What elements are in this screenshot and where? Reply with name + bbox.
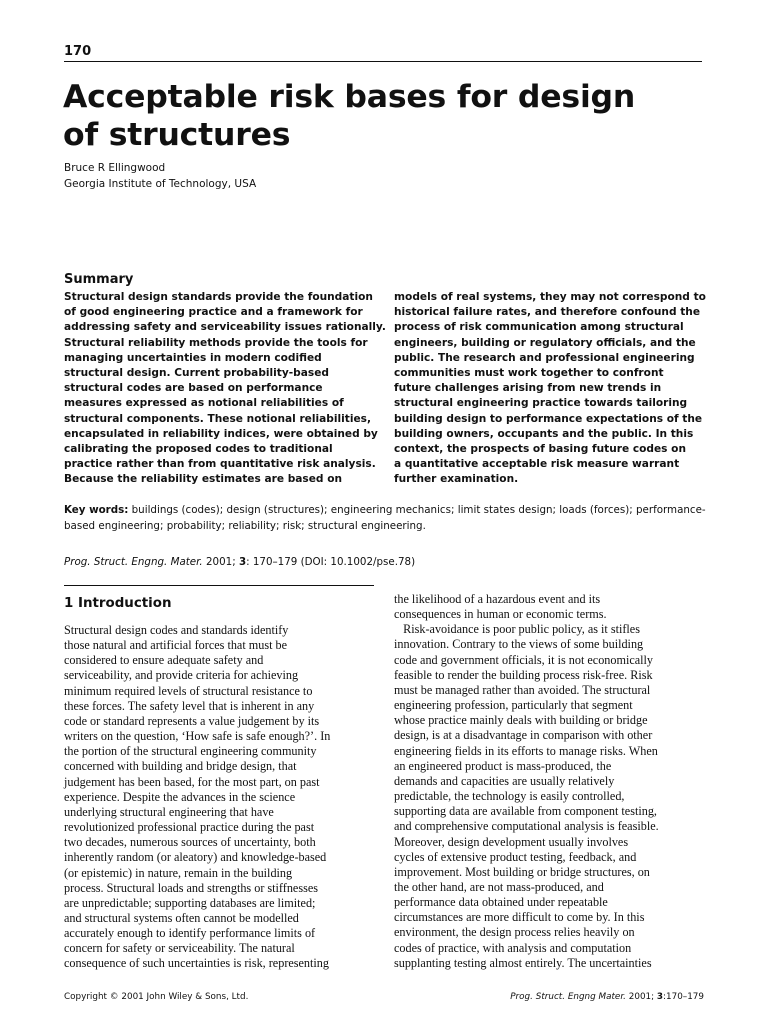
body-text-line: Structural design codes and standards identify — [64, 623, 289, 637]
summary-text-line: context, the prospects of basing future codes on — [394, 443, 686, 456]
summary-text-line: public. The research and professional engineering — [394, 351, 695, 364]
summary-right-column — [394, 290, 706, 488]
title-line-2: of structures — [63, 117, 291, 153]
summary-text-line: further examination. — [394, 473, 519, 486]
body-text-line: codes of practice, with analysis and computation — [394, 940, 632, 955]
body-text-line: considered to ensure adequate safety and — [64, 653, 264, 668]
body-text-line: and structural systems often cannot be modelled — [64, 910, 299, 925]
summary-text-line: a quantitative acceptable risk measure warrant — [394, 458, 680, 471]
summary-text-line: engineers, building or regulatory officials, and the — [394, 336, 696, 349]
body-text-line: concern for safety or serviceability. The natural — [64, 941, 295, 956]
body-text-line: revolutionized professional practice during the past — [64, 820, 315, 835]
body-text-line: must be managed rather than avoided. The structural — [394, 682, 651, 697]
body-text-line: two decades, numerous sources of uncertainty, both — [64, 835, 316, 850]
summary-text-line: process of risk communication among structural — [394, 321, 684, 334]
summary-text-line: communities must work together to confront — [394, 367, 664, 380]
summary-text-line: building owners, occupants and the public. In this — [394, 427, 694, 440]
body-text-line: supplanting testing almost entirely. The uncertainties — [394, 955, 652, 970]
author-affiliation: Georgia Institute of Technology, USA — [64, 178, 257, 190]
author-name: Bruce R Ellingwood — [64, 162, 166, 174]
author-block — [64, 160, 256, 192]
introduction-left-column — [64, 623, 376, 972]
body-text-line: an engineered product is mass-produced, the — [394, 758, 612, 773]
body-text-line: design, is at a disadvantage in comparison with other — [394, 728, 653, 743]
body-text-line: cycles of extensive product testing, feedback, and — [394, 849, 637, 864]
body-text-line: accurately enough to identify performance limits of — [64, 926, 316, 941]
keywords-line-2: based engineering; probability; reliability; risk; structural engineering. — [64, 520, 426, 532]
body-text-line: Risk-avoidance is poor public policy, as it stifles — [394, 622, 640, 637]
body-text-line: Moreover, design development usually involves — [394, 834, 629, 849]
body-text-line: innovation. Contrary to the views of some building — [394, 637, 644, 652]
summary-text-line: calibrating the proposed codes to traditional — [64, 443, 333, 456]
body-text-line: environment, the design process relies heavily on — [394, 925, 635, 940]
summary-text-line: addressing safety and serviceability issues rationally. — [64, 321, 386, 334]
body-text-line: judgement has been based, for the most part, on past — [64, 774, 320, 789]
title-line-1: Acceptable risk bases for design — [63, 79, 636, 115]
body-text-line: consequence of such uncertainties is risk, representing — [64, 956, 329, 971]
footer-year: 2001; — [625, 992, 657, 1002]
body-text-line: are unpredictable; supporting databases are limited; — [64, 895, 316, 910]
keywords-line-1 — [64, 502, 704, 518]
body-text-line: engineering profession, particularly that segment — [394, 698, 633, 713]
summary-text-line: models of real systems, they may not correspond to — [394, 291, 706, 303]
footer-copyright: Copyright © 2001 John Wiley & Sons, Ltd. — [64, 992, 249, 1002]
summary-text-line: future challenges arising from new trends in — [394, 382, 662, 395]
body-text-line: code or standard represents a value judgement by its — [64, 713, 320, 728]
introduction-heading: 1 Introduction — [64, 596, 172, 611]
citation-pages-doi: : 170–179 (DOI: 10.1002/pse.78) — [246, 556, 416, 568]
body-text-line: inherently random (or aleatory) and knowledge-based — [64, 850, 327, 865]
page-number: 170 — [64, 44, 92, 59]
summary-text-line: encapsulated in reliability indices, were obtained by — [64, 427, 378, 440]
citation-volume: 3 — [238, 556, 247, 568]
body-text-line: improvement. Most building or bridge structures, on — [394, 864, 650, 879]
body-text-line: serviceability, and provide criteria for achieving — [64, 668, 299, 683]
body-text-line: writers on the question, ‘How safe is safe enough?’. In — [64, 729, 331, 744]
article-title — [63, 78, 703, 154]
body-text-line: the portion of the structural engineering community — [64, 744, 317, 759]
body-text-line: process. Structural loads and strengths or stiffnesses — [64, 880, 318, 895]
citation — [64, 556, 415, 568]
summary-text-line: Because the reliability estimates are based on — [64, 473, 343, 486]
body-text-line: whose practice mainly deals with building or bridge — [394, 713, 648, 728]
body-text-line: consequences in human or economic terms. — [394, 607, 607, 622]
body-text-line: demands and capacities are usually relatively — [394, 773, 615, 788]
summary-text-line: Structural reliability methods provide the tools for — [64, 336, 368, 349]
body-text-line: code and government officials, it is not economically — [394, 652, 654, 667]
body-text-line: engineering fields in its efforts to manage risks. When — [394, 743, 658, 758]
summary-left-column — [64, 290, 386, 488]
summary-heading: Summary — [64, 272, 134, 287]
body-text-line: these forces. The safety level that is inherent in any — [64, 698, 315, 713]
keywords-label: Key words: — [64, 504, 129, 516]
body-text-line: the likelihood of a hazardous event and its — [394, 592, 601, 606]
summary-text-line: managing uncertainties in modern codified — [64, 351, 322, 364]
citation-year: 2001; — [202, 556, 239, 568]
summary-text-line: measures expressed as notional reliabilities of — [64, 397, 344, 410]
body-text-line: and comprehensive computational analysis is feasible. — [394, 819, 659, 834]
body-text-line: concerned with building and bridge design, that — [64, 759, 297, 774]
body-text-line: feasible to render the building process risk-free. Risk — [394, 667, 653, 682]
body-text-line: (or epistemic) in nature, remain in the building — [64, 865, 293, 880]
footer-citation — [510, 992, 704, 1002]
body-text-line: the other hand, are not mass-produced, and — [394, 879, 604, 894]
section-rule — [64, 585, 374, 586]
body-text-line: circumstances are more difficult to come by. In this — [394, 910, 645, 925]
introduction-right-column — [394, 592, 706, 971]
summary-text-line: of good engineering practice and a framework for — [64, 306, 363, 319]
citation-journal: Prog. Struct. Engng. Mater. — [64, 556, 203, 568]
body-text-line: underlying structural engineering that have — [64, 804, 274, 819]
body-text-line: supporting data are available from component testing, — [394, 804, 657, 819]
summary-text-line: structural codes are based on performance — [64, 382, 323, 395]
summary-text-line: structural engineering practice towards tailoring — [394, 397, 688, 410]
body-text-line: performance data obtained under repeatable — [394, 895, 608, 910]
summary-text-line: Structural design standards provide the foundation — [64, 291, 373, 303]
footer-volume: 3 — [656, 992, 664, 1002]
body-text-line: predictable, the technology is easily controlled, — [394, 789, 625, 804]
body-text-line: minimum required levels of structural resistance to — [64, 683, 313, 698]
summary-text-line: practice rather than from quantitative risk analysis. — [64, 458, 376, 471]
body-text-line: experience. Despite the advances in the science — [64, 789, 296, 804]
footer-journal: Prog. Struct. Engng Mater. — [510, 992, 626, 1002]
summary-text-line: structural design. Current probability-based — [64, 367, 329, 380]
keywords-block — [64, 502, 704, 534]
keywords-text-1: buildings (codes); design (structures); engineering mechanics; limit states design; loads (forces); performance- — [128, 504, 706, 516]
summary-text-line: structural components. These notional reliabilities, — [64, 412, 371, 425]
summary-text-line: building design to performance expectations of the — [394, 412, 703, 425]
footer-pages: :170–179 — [663, 992, 704, 1002]
summary-text-line: historical failure rates, and therefore confound the — [394, 306, 701, 319]
header-rule — [64, 61, 702, 62]
body-text-line: those natural and artificial forces that must be — [64, 638, 288, 653]
